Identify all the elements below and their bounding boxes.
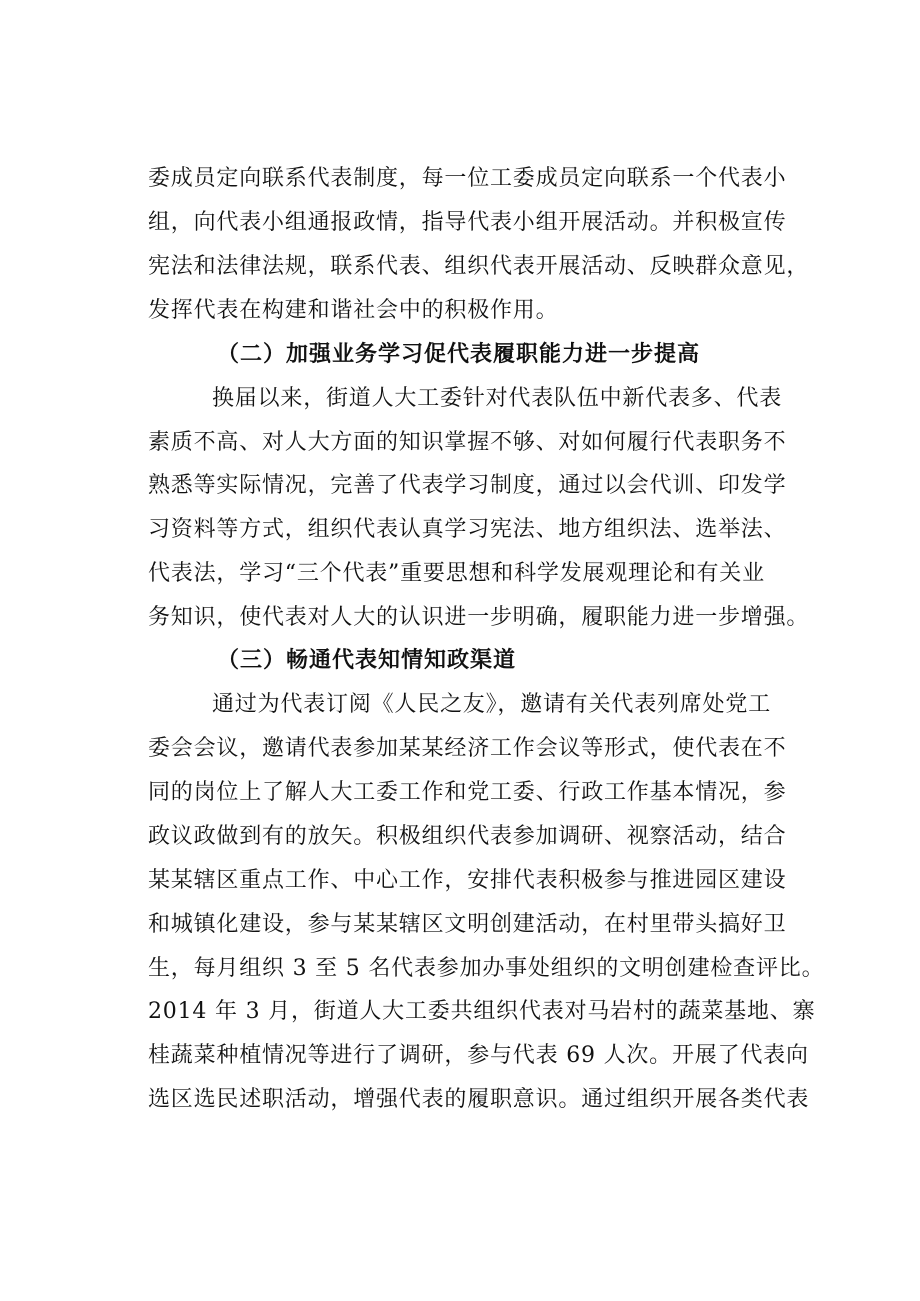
paragraph-line: 代表法，学习“三个代表”重要思想和科学发展观理论和有关业 [148, 561, 765, 586]
paragraph-line: 发挥代表在构建和谐社会中的积极作用。 [148, 298, 559, 323]
paragraph-line: 熟悉等实际情况，完善了代表学习制度，通过以会代训、印发学 [148, 473, 787, 498]
paragraph-line: 生，每月组织 3 至 5 名代表参加办事处组织的文明创建检查评比。 [148, 956, 825, 981]
paragraph-line: 宪法和法律法规，联系代表、组织代表开展活动、反映群众意见， [148, 254, 810, 279]
section-heading: （三）畅通代表知情知政渠道 [217, 648, 517, 673]
paragraph-line: 委会会议，邀请代表参加某某经济工作会议等形式，使代表在不 [148, 736, 787, 761]
paragraph-line: 换届以来，街道人大工委针对代表队伍中新代表多、代表 [212, 386, 783, 411]
paragraph-line: 2014 年 3 月，街道人大工委共组织代表对马岩村的蔬菜基地、寨 [148, 999, 816, 1024]
paragraph-line: 政议政做到有的放矢。积极组织代表参加调研、视察活动，结合 [148, 824, 787, 849]
paragraph-line: 桂蔬菜种植情况等进行了调研，参与代表 69 人次。开展了代表向 [148, 1043, 809, 1068]
paragraph-line: 习资料等方式，组织代表认真学习宪法、地方组织法、选举法、 [148, 517, 787, 542]
paragraph-line: 和城镇化建设，参与某某辖区文明创建活动，在村里带头搞好卫 [148, 912, 787, 937]
paragraph-line: 委成员定向联系代表制度，每一位工委成员定向联系一个代表小 [148, 166, 787, 191]
paragraph-line: 选区选民述职活动，增强代表的履职意识。通过组织开展各类代表 [148, 1087, 810, 1112]
paragraph-line: 某某辖区重点工作、中心工作，安排代表积极参与推进园区建设 [148, 868, 787, 893]
paragraph-line: 务知识，使代表对人大的认识进一步明确，履职能力进一步增强。 [148, 605, 810, 630]
section-heading: （二）加强业务学习促代表履职能力进一步提高 [217, 342, 701, 367]
paragraph-line: 素质不高、对人大方面的知识掌握不够、对如何履行代表职务不 [148, 430, 787, 455]
paragraph-line: 通过为代表订阅《人民之友》，邀请有关代表列席处党工 [212, 692, 772, 717]
paragraph-line: 组，向代表小组通报政情，指导代表小组开展活动。并积极宣传 [148, 210, 787, 235]
paragraph-line: 同的岗位上了解人大工委工作和党工委、行政工作基本情况，参 [148, 780, 787, 805]
